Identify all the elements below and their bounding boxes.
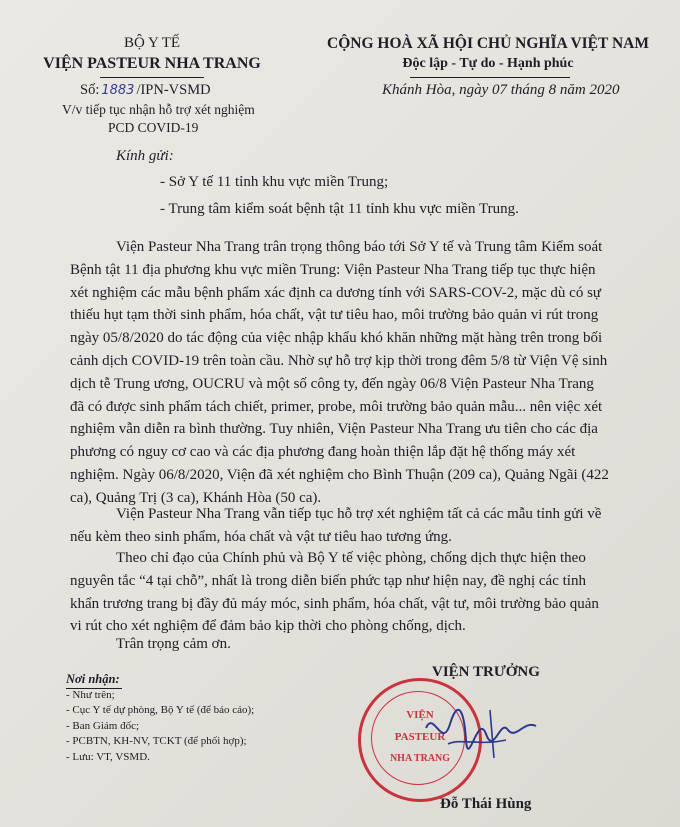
- document-number: [80, 82, 211, 99]
- recipient-item: - PCBTN, KH-NV, TCKT (để phối hợp);: [66, 735, 247, 748]
- paragraph-line: nguyên tắc “4 tại chỗ”, nhất là trong diễn biến phức tạp như hiện nay, đề nghị các tỉnh: [70, 572, 586, 589]
- closing-thanks: Trân trọng cảm ơn.: [116, 636, 231, 652]
- paragraph-line: thiếu hụt tạm thời sinh phẩm, hóa chất, vật tư tiêu hao, môi trường bảo quản vi rút trong: [70, 307, 599, 324]
- body-paragraph-2: [70, 503, 650, 549]
- country-name: CỘNG HOÀ XÃ HỘI CHỦ NGHĨA VIỆT NAM: [327, 35, 649, 52]
- body-paragraph-1: [70, 236, 650, 510]
- stamp-text-line-3: NHA TRANG: [389, 753, 451, 764]
- body-paragraph-3: [70, 547, 650, 638]
- paragraph-line: vi rút cho xét nghiệm để đảm bảo kịp thời cho phòng chống, dịch.: [70, 618, 466, 635]
- doc-number-handwritten: 1883: [101, 83, 135, 98]
- subject-line-2: PCD COVID-19: [108, 120, 199, 135]
- doc-number-suffix: /IPN-VSMD: [136, 82, 211, 98]
- stamp-text-line-1: VIỆN: [406, 709, 434, 721]
- motto-underline: [410, 77, 570, 78]
- stamp-text-line-2: PASTEUR: [394, 731, 446, 743]
- recipient-item: - Như trên;: [66, 689, 115, 701]
- motto: Độc lập - Tự do - Hạnh phúc: [402, 56, 574, 71]
- paragraph-line: dịch tễ Trung ương, OUCRU và một số công ty, đến ngày 06/8 Viện Pasteur Nha Trang: [70, 375, 594, 392]
- institute-name: VIỆN PASTEUR NHA TRANG: [43, 55, 261, 72]
- paragraph-line: Viện Pasteur Nha Trang trân trọng thông báo tới Sở Y tế và Trung tâm Kiểm soát: [116, 239, 603, 255]
- place-date: Khánh Hòa, ngày 07 tháng 8 năm 2020: [382, 82, 620, 98]
- recipients-list: [66, 688, 254, 765]
- signer-name: Đỗ Thái Hùng: [440, 796, 532, 812]
- recipient-to-1: - Sở Y tế 11 tỉnh khu vực miền Trung;: [160, 174, 389, 190]
- paragraph-line: nếu kèm theo sinh phẩm, hóa chất và vật tư tiêu hao tương ứng.: [70, 528, 452, 545]
- paragraph-line: ngày 05/8/2020 do tác động của việc nhập khẩu khó khăn những mặt hàng trên trong bối: [70, 330, 603, 347]
- doc-number-prefix: Số:: [80, 82, 100, 98]
- paragraph-line: xét nghiệm các mẫu bệnh phẩm xác định ca dương tính với SARS-COV-2, mặc dù có sự: [70, 284, 602, 301]
- ministry-name: BỘ Y TẾ: [123, 35, 181, 51]
- institute-underline: [100, 77, 204, 78]
- recipient-item: - Cục Y tế dự phòng, Bộ Y tế (để báo cáo);: [66, 704, 255, 717]
- subject-line-1: V/v tiếp tục nhận hỗ trợ xét nghiệm: [62, 102, 255, 117]
- paragraph-line: Viện Pasteur Nha Trang vẫn tiếp tục hỗ trợ xét nghiệm tất cả các mẫu tỉnh gửi về: [116, 506, 602, 522]
- paragraph-line: nghiệm. Ngày 06/8/2020, Viện đã xét nghiệm cho Bình Thuận (209 ca), Quảng Ngãi (422: [70, 466, 609, 483]
- recipient-to-2: - Trung tâm kiểm soát bệnh tật 11 tỉnh khu vực miền Trung.: [160, 201, 519, 217]
- paragraph-line: Bệnh tật 11 địa phương khu vực miền Trung: Viện Pasteur Nha Trang tiếp tục thực hiện: [70, 261, 596, 278]
- recipient-item: - Lưu: VT, VSMD.: [66, 750, 150, 763]
- paragraph-line: ca), Quảng Trị (3 ca), Khánh Hòa (50 ca).: [70, 489, 322, 506]
- recipient-item: - Ban Giám đốc;: [66, 719, 140, 732]
- paragraph-line: phương có nguy cơ cao và các địa phương đang hoàn thiện lắp đặt hệ thống máy xét: [70, 444, 576, 461]
- salutation: Kính gửi:: [116, 148, 174, 164]
- paragraph-line: cảnh dịch COVID-19 trên toàn cầu. Nhờ sự hỗ trợ kịp thời trong đêm 5/8 từ Viện Vệ sinh: [70, 352, 608, 369]
- recipients-title: Nơi nhận:: [66, 672, 120, 686]
- paragraph-line: khẩn trương trang bị đầy đủ máy móc, sinh phẩm, hóa chất, vật tư, môi trường bảo quản: [70, 595, 599, 612]
- handwritten-signature: [420, 700, 550, 770]
- paragraph-line: nghiệm vẫn diễn ra bình thường. Tuy nhiên, Viện Pasteur Nha Trang ưu tiên cho các địa: [70, 421, 598, 438]
- signature-title: VIỆN TRƯỞNG: [432, 664, 540, 680]
- paragraph-line: Theo chỉ đạo của Chính phủ và Bộ Y tế việc phòng, chống dịch thực hiện theo: [116, 550, 586, 566]
- paragraph-line: đã có được sinh phẩm tách chiết, primer, probe, môi trường bảo quản mẫu... nên việc xét: [70, 398, 603, 415]
